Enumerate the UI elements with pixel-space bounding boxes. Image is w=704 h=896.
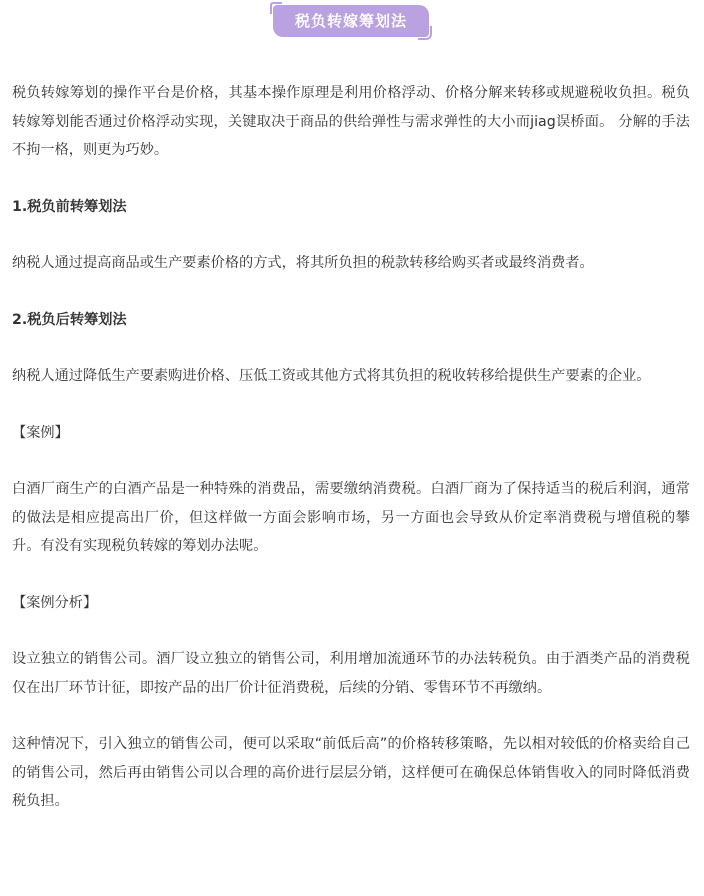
section-body-2: 纳税人通过降低生产要素购进价格、压低工资或其他方式将其负担的税收转移给提供生产要素的企业。 <box>12 368 651 384</box>
case-body: 白酒厂商生产的白酒产品是一种特殊的消费品，需要缴纳消费税。白酒厂商为了保持适当的税后利润，通常的做法是相应提高出厂价，但这样做一方面会影响市场，另一方面也会导致从价定率消费税与增值税的攀升。有没有实现税负转嫁的筹划办法呢。 <box>12 481 690 554</box>
intro-paragraph: 税负转嫁筹划的操作平台是价格，其基本操作原理是利用价格浮动、价格分解来转移或规避税收负担。税负转嫁筹划能否通过价格浮动实现，关键取决于商品的供给弹性与需求弹性的大小而jiag误桥面。 分解的手法不拘一格，则更为巧妙。 <box>12 85 690 158</box>
analysis-body-2: 这种情况下，引入独立的销售公司，便可以采取“前低后高”的价格转移策略，先以相对较低的价格卖给自己的销售公司，然后再由销售公司以合理的高价进行层层分销，这样便可在确保总体销售收入的同时降低消费税负担。 <box>12 736 690 809</box>
analysis-body-1: 设立独立的销售公司。酒厂设立独立的销售公司，利用增加流通环节的办法转税负。由于酒类产品的消费税仅在出厂环节计征，即按产品的出厂价计征消费税，后续的分销、零售环节不再缴纳。 <box>12 651 690 696</box>
case-label: 【案例】 <box>12 424 69 441</box>
section-heading-2: 2.税负后转筹划法 <box>12 311 127 328</box>
section-heading-1: 1.税负前转筹划法 <box>12 198 127 215</box>
section-body-1: 纳税人通过提高商品或生产要素价格的方式，将其所负担的税款转移给购买者或最终消费者。 <box>12 255 594 271</box>
analysis-label: 【案例分析】 <box>12 594 98 611</box>
article-title: 税负转嫁筹划法 <box>273 5 429 37</box>
title-area <box>12 0 690 41</box>
